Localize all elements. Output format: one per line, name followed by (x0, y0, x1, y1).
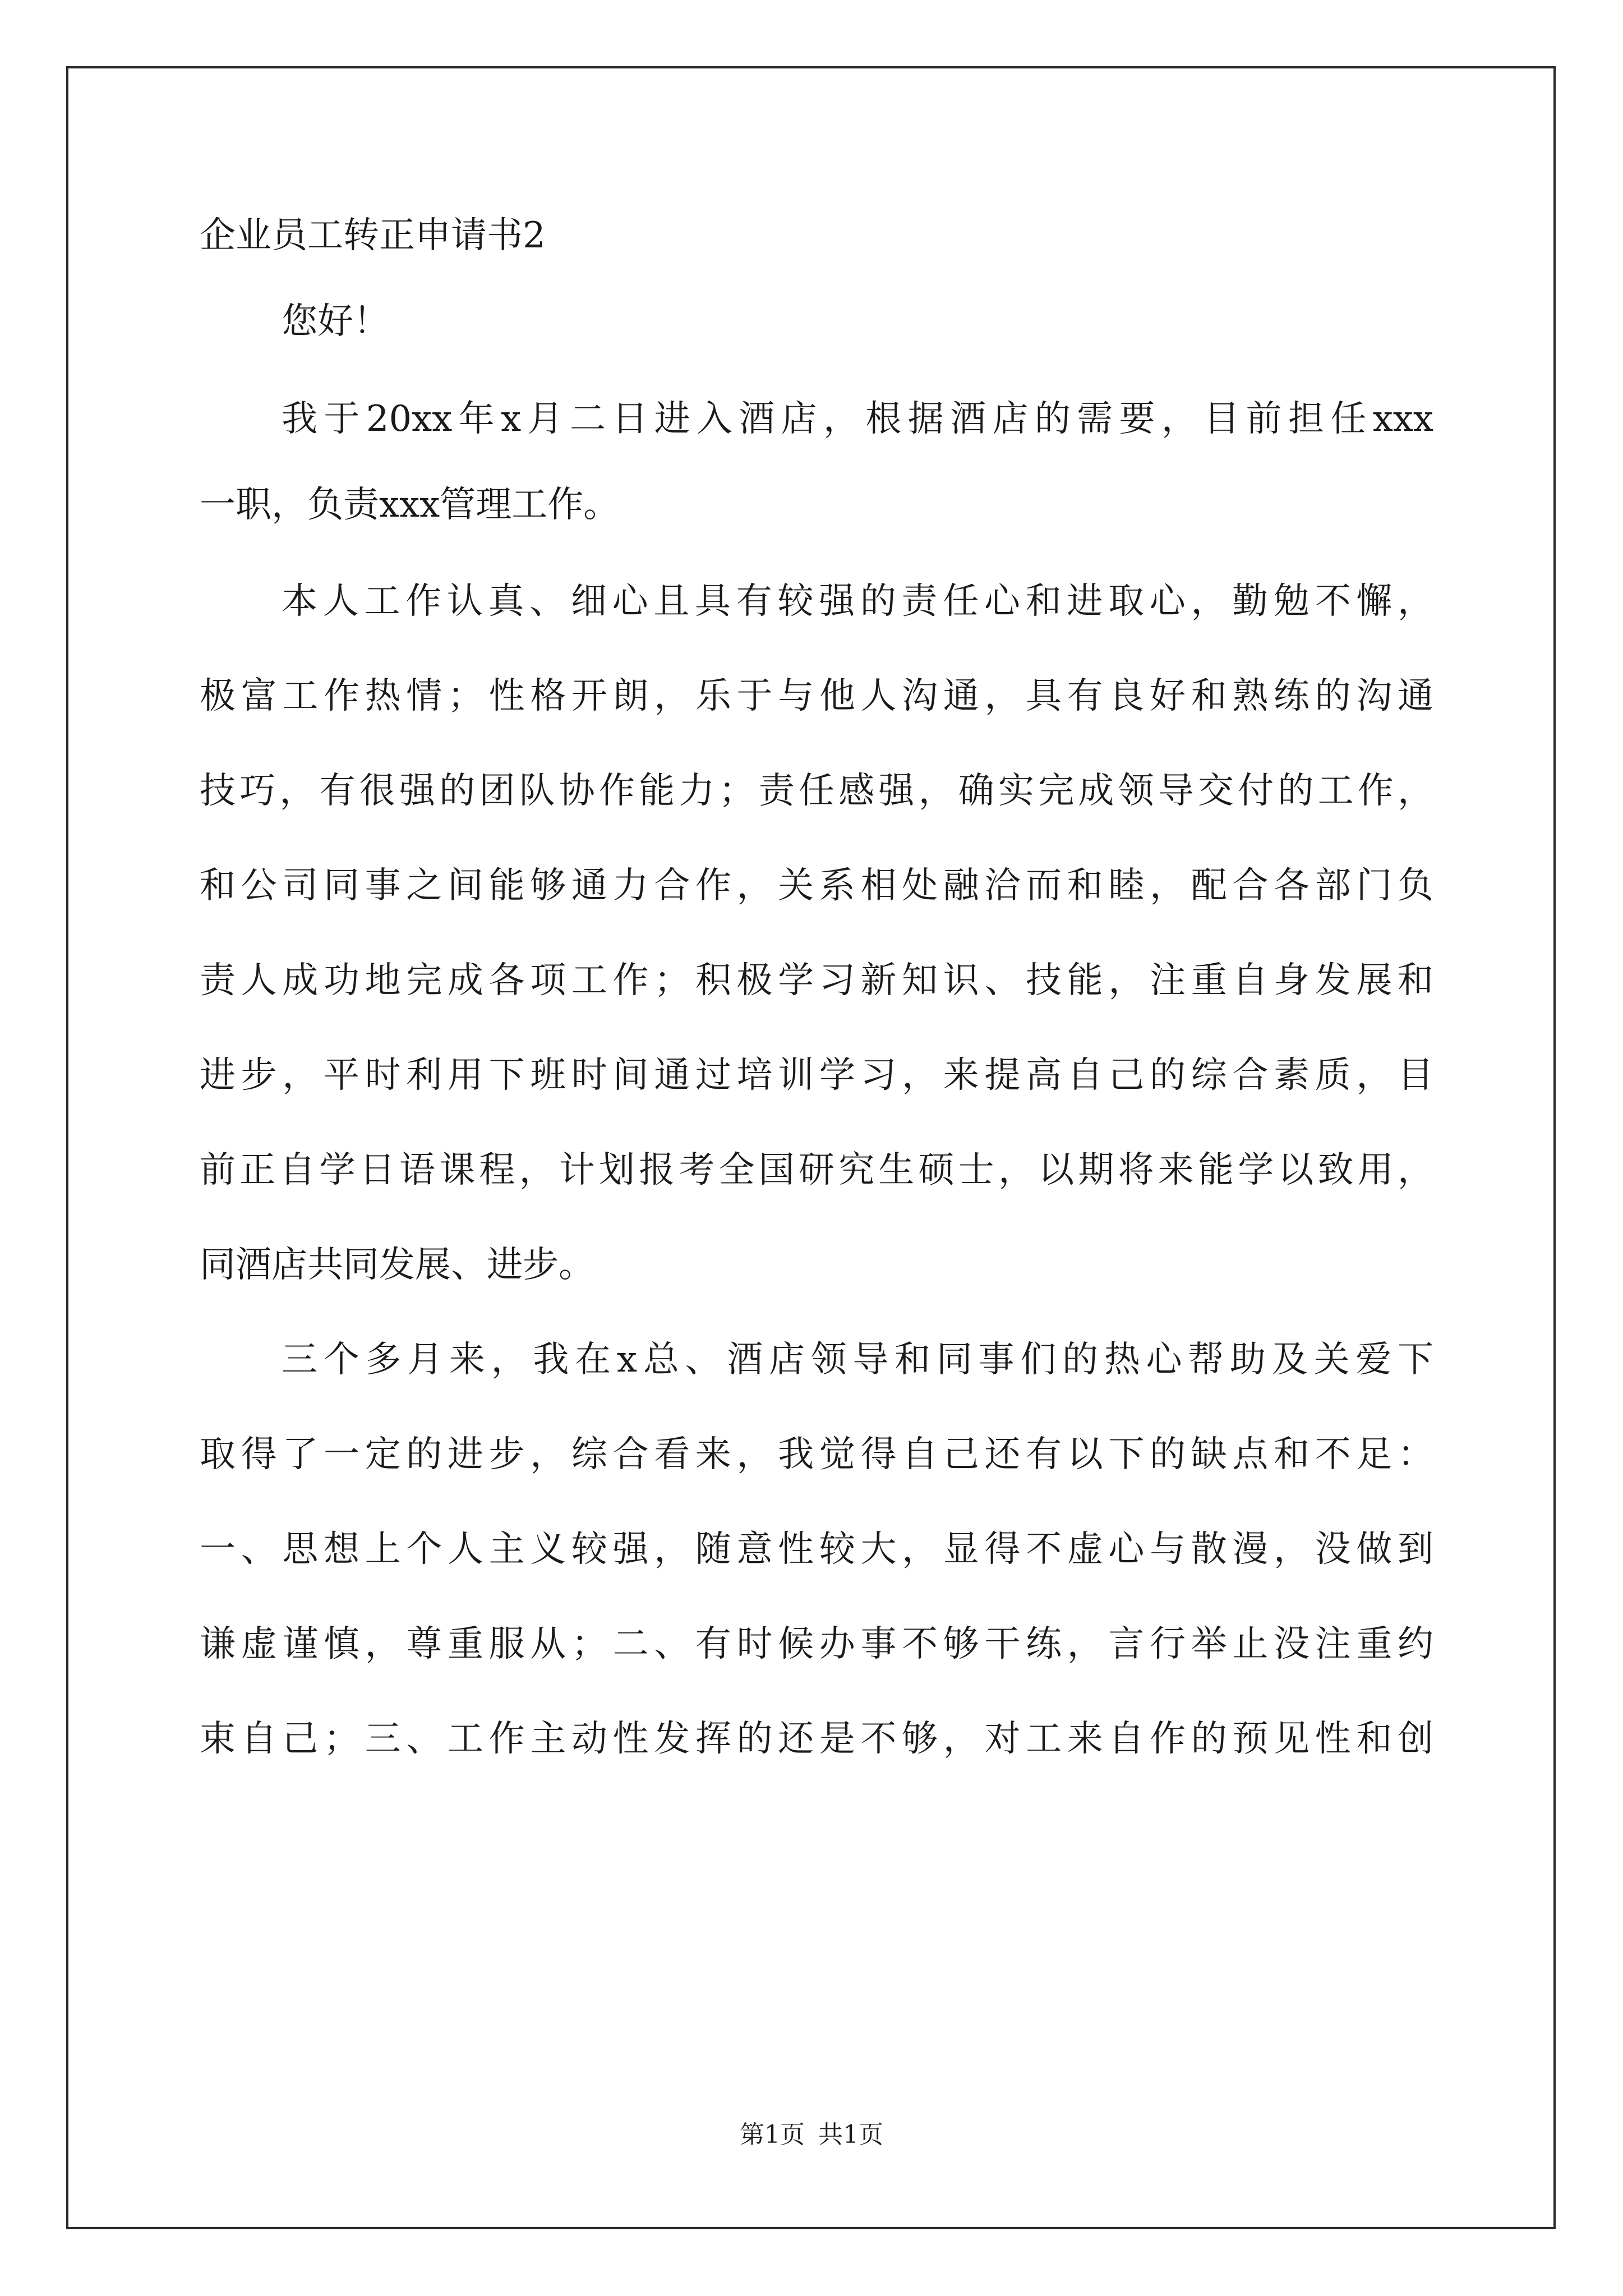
paragraph-line: 和公司同事之间能够通力合作，关系相处融洽而和睦，配合各部门负 (200, 865, 1433, 907)
paragraph-line: 进步，平时利用下班时间通过培训学习，来提高自己的综合素质，目 (200, 1055, 1433, 1096)
paragraph-line: 我于20xx年x月二日进入酒店，根据酒店的需要，目前担任xxx (282, 398, 1433, 440)
paragraph-line: 取得了一定的进步，综合看来，我觉得自己还有以下的缺点和不足： (200, 1434, 1433, 1475)
paragraph-line: 谦虚谨慎，尊重服从；二、有时候办事不够干练，言行举止没注重约 (200, 1623, 1433, 1665)
page-total: 共1页 (818, 2120, 883, 2149)
paragraph-line: 技巧，有很强的团队协作能力；责任感强，确实完成领导交付的工作， (200, 770, 1433, 812)
paragraph-line: 责人成功地完成各项工作；积极学习新知识、技能，注重自身发展和 (200, 960, 1433, 1001)
paragraph-line: 前正自学日语课程，计划报考全国研究生硕士，以期将来能学以致用， (200, 1149, 1433, 1191)
paragraph-line: 一、思想上个人主义较强，随意性较大，显得不虚心与散漫，没做到 (200, 1529, 1433, 1570)
page-number: 第1页 (740, 2120, 805, 2149)
greeting: 您好！ (282, 301, 389, 342)
paragraph-line: 三个多月来，我在x总、酒店领导和同事们的热心帮助及关爱下 (282, 1339, 1433, 1381)
paragraph-line: 束自己；三、工作主动性发挥的还是不够，对工来自作的预见性和创 (200, 1718, 1433, 1760)
page-footer (0, 2118, 1623, 2152)
paragraph-line: 极富工作热情；性格开朗，乐于与他人沟通，具有良好和熟练的沟通 (200, 675, 1433, 717)
document-title: 企业员工转正申请书2 (200, 215, 546, 256)
paragraph-line: 一职，负责xxx管理工作。 (200, 484, 620, 526)
paragraph-line: 同酒店共同发展、进步。 (200, 1244, 594, 1286)
paragraph-line: 本人工作认真、细心且具有较强的责任心和进取心，勤勉不懈， (282, 581, 1433, 622)
